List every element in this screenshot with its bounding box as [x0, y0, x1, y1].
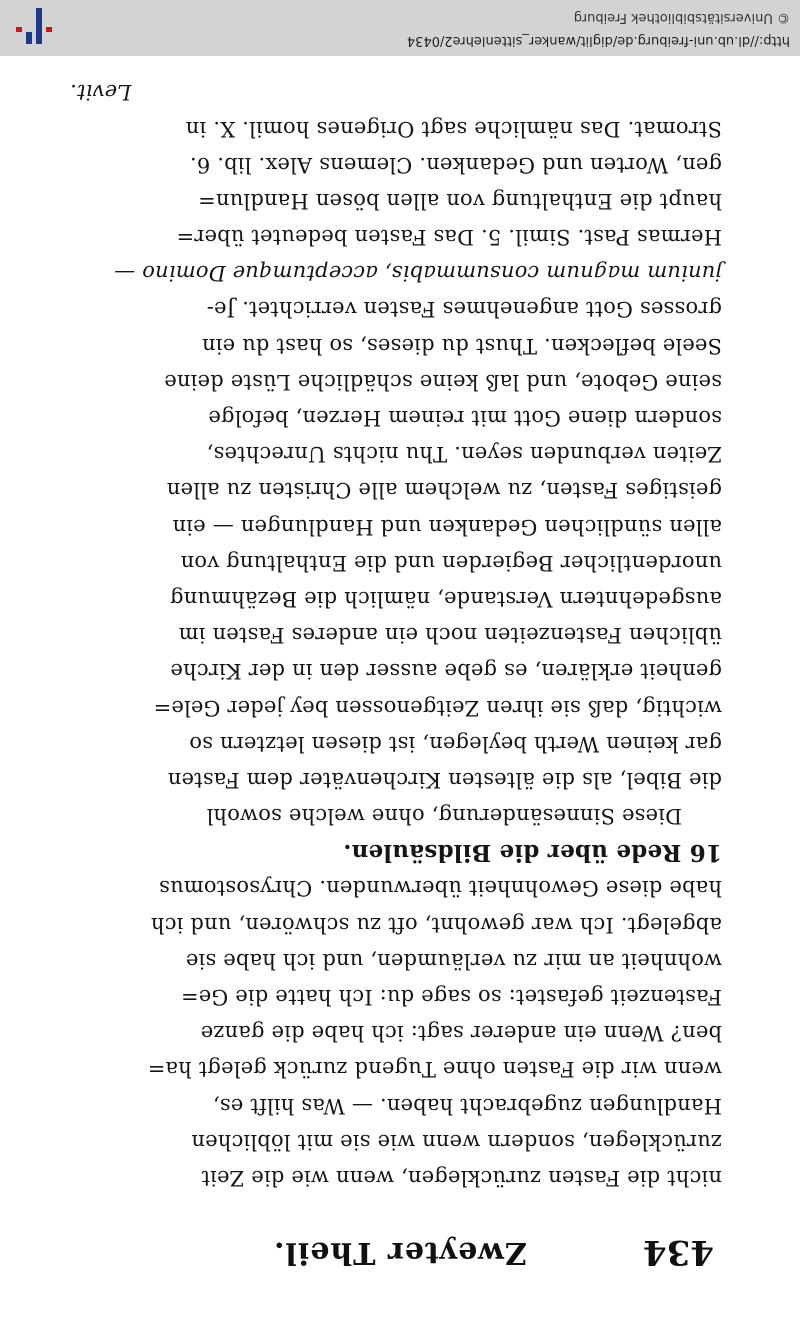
text-line: die Bibel, als die ältesten Kirchenväter dem Fasten: [167, 767, 722, 792]
text-line: Diese Sinnesänderung, ohne welche sowohl: [206, 804, 682, 829]
ub-freiburg-logo-icon[interactable]: [10, 4, 56, 50]
latin-quote-line: junium magnum consummabis, acceptumque Domino —: [114, 261, 722, 286]
running-head: Zweyter Theil.: [273, 1235, 527, 1270]
text-line: Levit.: [70, 80, 132, 105]
text-line: seine Gebote, und laß keine schädliche Lüste deine: [164, 369, 722, 394]
text-line: nicht die Fasten zurücklegen, wenn wie die Zeit: [201, 1166, 722, 1190]
page-text: [70, 74, 722, 1196]
text-line: Seele beflecken. Thust du dieses, so hast du ein: [201, 333, 722, 358]
text-line: haupt die Enthaltung von allen bösen Handlun=: [198, 188, 722, 213]
text-line: Stromat. Das nämliche sagt Origenes homil. X. in: [185, 116, 722, 141]
text-line: ausgedehntern Verstande, nämlich die Bezähmung: [169, 587, 722, 611]
text-line: genheit erklären, es gebe ausser den in der Kirche: [170, 659, 722, 684]
text-line: Zeiten verbunden seyen. Thu nichts Unrechtes,: [206, 442, 722, 467]
text-line: gen, Worten und Gedanken. Clemens Alex. lib. 6.: [189, 152, 722, 177]
text-line: geistiges Fasten, zu welchem alle Christen zu allen: [166, 478, 722, 503]
text-line: grosses Gott angenehmes Fasten verrichtet. Je-: [206, 297, 722, 322]
text-line: Handlungen zugebracht haben. — Was hilft es,: [212, 1093, 722, 1118]
text-line: wenn wir die Fasten ohne Tugend zurück gelegt ha=: [147, 1057, 722, 1082]
text-line: unordentlicher Begierden und die Enthaltung von: [180, 550, 722, 575]
text-line: abgelegt. Ich war gewohnt, oft zu schwören, und ich: [150, 912, 722, 937]
library-banner: [0, 0, 800, 56]
text-line: Hermas Past. Simil. 5. Das Fasten bedeutet über=: [176, 225, 722, 250]
copyright-notice: © Universitätsbibliothek Freiburg: [573, 10, 790, 25]
text-line: allen sündlichen Gedanken und Handlungen — ein: [172, 514, 722, 539]
text-line: wohnheit an mir zu verläumden, und ich habe sie: [185, 948, 722, 973]
permalink-url[interactable]: http://dl.ub.uni-freiburg.de/diglit/wanker_sittenlehre2/0434: [406, 33, 790, 48]
text-line: ben? Wenn ein anderer sagt: ich habe die ganze: [200, 1021, 722, 1046]
text-line: zurücklegen, sondern wenn wie sie mit löblichen: [191, 1129, 722, 1154]
section-heading: 16 Rede über die Bildsäulen.: [343, 839, 722, 867]
text-line: Fastenzeit gefastet: so sage du: Ich hatte die Ge=: [180, 985, 722, 1010]
text-line: sondern diene Gott mit reinem Herzen, befolge: [208, 406, 722, 431]
text-line: gar keinen Werth beylegen, ist diesen letztern so: [189, 731, 722, 756]
text-line: üblichen Fastenzeiten noch ein anderes Fasten im: [178, 623, 722, 648]
page-number: 434: [643, 1232, 714, 1272]
page-header: [0, 1220, 800, 1280]
scanned-page: [0, 80, 800, 1280]
text-line: wichtig, daß sie ihren Zeitgenossen bey jeder Gele=: [153, 695, 722, 720]
text-line: habe diese Gewohnheit überwunden. Chrysostomus: [158, 876, 722, 901]
